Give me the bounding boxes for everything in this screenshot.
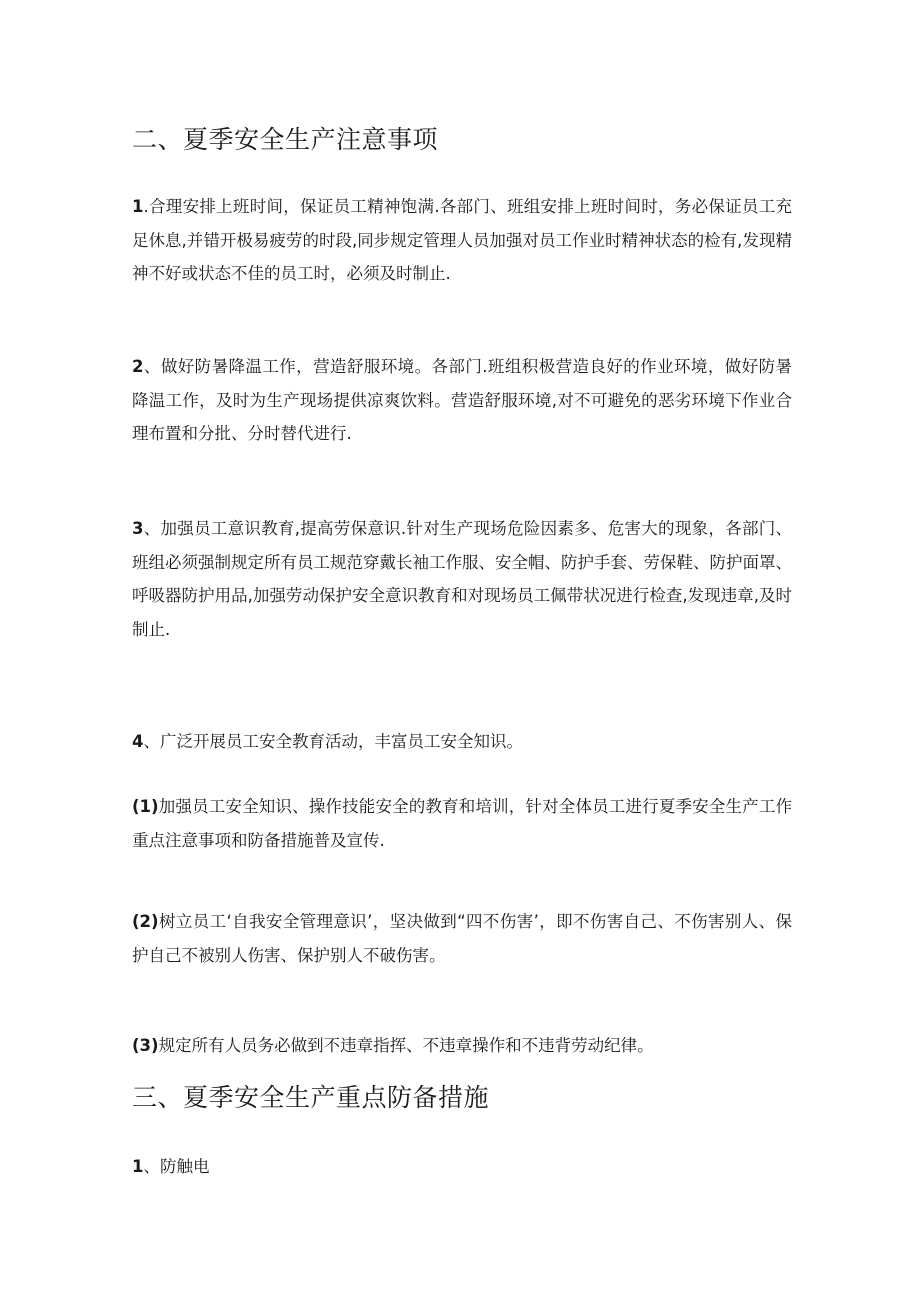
item-text: 、做好防暑降温工作，营造舒服环境。各部门.班组积极营造良好的作业环境，做好防暑降温工作，及时为生产现场提供凉爽饮料。营造舒服环境,对不可避免的恶劣环境下作业合理布置和分批、分时替代进行. [132, 357, 792, 443]
item-number: 2 [132, 357, 144, 376]
paragraph-subitem-2 [132, 905, 792, 972]
paragraph-section-three-item-1 [132, 1150, 792, 1184]
item-text: 加强员工安全知识、操作技能安全的教育和培训，针对全体员工进行夏季安全生产工作重点注意事项和防备措施普及宣传. [132, 797, 792, 850]
paragraph-item-2 [132, 350, 792, 451]
item-number: 3 [132, 519, 144, 538]
paragraph-item-1 [132, 190, 792, 291]
item-number: 1 [132, 197, 144, 216]
paragraph-subitem-1 [132, 790, 792, 857]
item-text: 、防触电 [143, 1157, 210, 1176]
item-number: 4 [132, 732, 144, 751]
item-text: 规定所有人员务必做到不违章指挥、不违章操作和不违背劳动纪律。 [158, 1036, 654, 1055]
section-two-heading: 二、夏季安全生产注意事项 [132, 125, 439, 154]
section-three-heading: 三、夏季安全生产重点防备措施 [132, 1083, 490, 1112]
item-text: 、加强员工意识教育,提高劳保意识.针对生产现场危险因素多、危害大的现象，各部门、班组必须强制规定所有员工规范穿戴长袖工作服、安全帽、防护手套、劳保鞋、防护面罩、呼吸器防护用品,加强劳动保护安全意识教育和对现场员工佩带状况进行检查,发现违章,及时制止. [132, 519, 792, 639]
item-number: (3) [132, 1036, 159, 1055]
paragraph-item-4 [132, 725, 792, 759]
paragraph-subitem-3 [132, 1029, 792, 1063]
item-number: 1 [132, 1157, 144, 1176]
paragraph-item-3 [132, 512, 792, 646]
item-text: .合理安排上班时间，保证员工精神饱满.各部门、班组安排上班时间时，务必保证员工充足休息,并错开极易疲劳的时段,同步规定管理人员加强对员工作业时精神状态的检有,发现精神不好或状态不佳的员工时，必须及时制止. [132, 197, 792, 283]
item-text: 树立员工‘自我安全管理意识’，坚决做到“四不伤害’，即不伤害自己、不伤害别人、保护自己不被别人伤害、保护别人不破伤害。 [132, 912, 792, 965]
item-text: 、广泛开展员工安全教育活动，丰富员工安全知识。 [143, 732, 523, 751]
item-number: (1) [132, 797, 159, 816]
item-number: (2) [132, 912, 159, 931]
